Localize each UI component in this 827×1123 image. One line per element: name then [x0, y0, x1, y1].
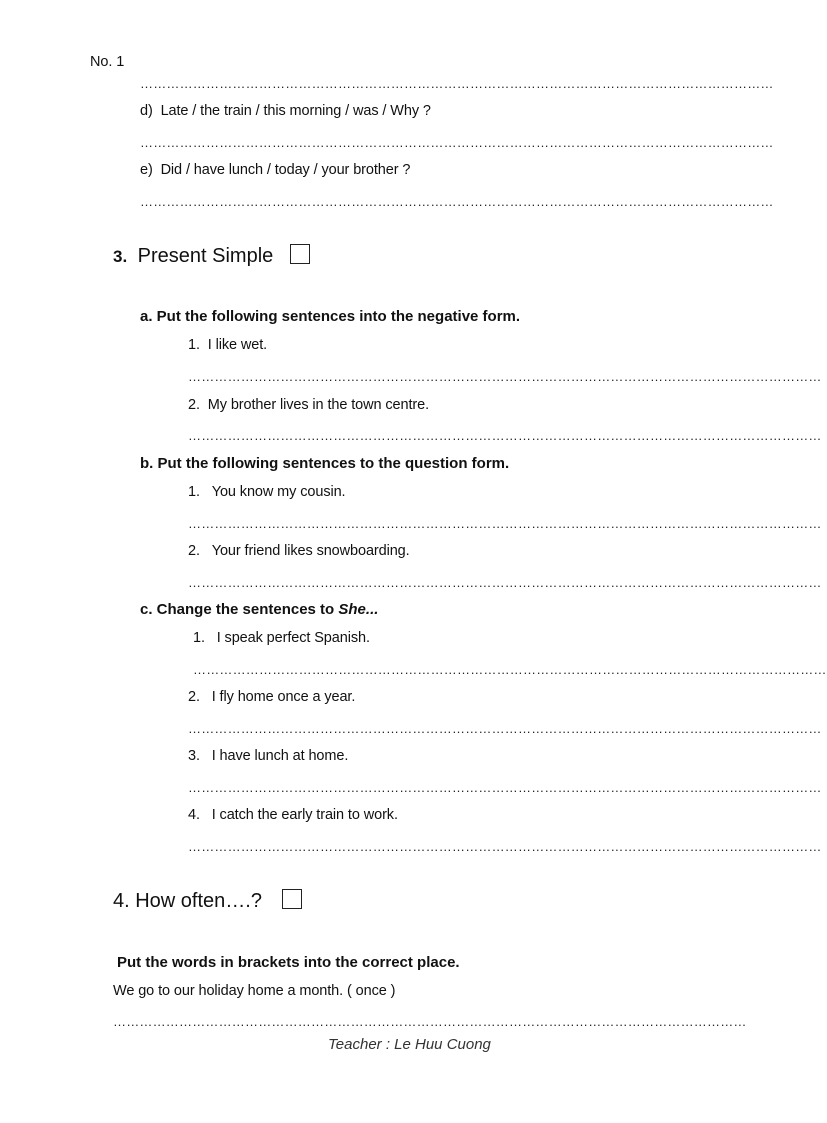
section-title: 4. How often….? — [113, 890, 262, 912]
subsection-a-heading: a. Put the following sentences into the negative form. — [140, 308, 521, 325]
answer-line: ……………………………………………………………………………………………………………………………… — [188, 428, 822, 443]
answer-line: ……………………………………………………………………………………………………………………………… — [140, 76, 774, 91]
section-number: 3. — [113, 247, 128, 266]
subsection-c-heading: c. Change the sentences to She... — [140, 601, 379, 618]
answer-line: ……………………………………………………………………………………………………………………………… — [188, 721, 822, 736]
subsection-b-heading: b. Put the following sentences to the question form. — [140, 455, 510, 472]
checkbox[interactable] — [282, 889, 302, 909]
answer-line: ……………………………………………………………………………………………………………………………… — [140, 194, 774, 209]
answer-line: ……………………………………………………………………………………………………………………………… — [188, 516, 822, 531]
item-label: d) — [140, 103, 153, 119]
section-title: Present Simple — [137, 245, 274, 267]
list-item: 3. I have lunch at home. — [188, 748, 349, 764]
footer-teacher: Teacher : Le Huu Cuong — [328, 1036, 491, 1053]
item-label: e) — [140, 162, 153, 178]
exercise-item-e — [140, 162, 410, 178]
list-item: 1. You know my cousin. — [188, 484, 346, 500]
list-item: 2. My brother lives in the town centre. — [188, 397, 430, 413]
list-item: 2. Your friend likes snowboarding. — [188, 543, 410, 559]
exercise-item-d — [140, 103, 431, 119]
answer-line: ……………………………………………………………………………………………………………………………… — [193, 662, 827, 677]
exercise-sentence: We go to our holiday home a month. ( once ) — [113, 983, 396, 999]
section-4-heading — [113, 889, 302, 913]
list-item: 4. I catch the early train to work. — [188, 807, 398, 823]
answer-line: ……………………………………………………………………………………………………………………………… — [188, 839, 822, 854]
section-4-instruction: Put the words in brackets into the correct place. — [117, 954, 460, 971]
list-item: 1. I speak perfect Spanish. — [193, 630, 370, 646]
list-item: 1. I like wet. — [188, 337, 268, 353]
answer-line: ……………………………………………………………………………………………………………………………… — [188, 780, 822, 795]
item-text: Did / have lunch / today / your brother ? — [160, 162, 411, 178]
list-item: 2. I fly home once a year. — [188, 689, 356, 705]
answer-line: ……………………………………………………………………………………………………………………………… — [188, 575, 822, 590]
answer-line: ……………………………………………………………………………………………………………………………… — [188, 369, 822, 384]
section-3-heading — [113, 244, 310, 268]
checkbox[interactable] — [290, 244, 310, 264]
page-number: No. 1 — [90, 54, 125, 70]
answer-line: ……………………………………………………………………………………………………………………………… — [140, 135, 774, 150]
answer-line: ……………………………………………………………………………………………………………………………… — [113, 1014, 747, 1029]
item-text: Late / the train / this morning / was / Why ? — [160, 103, 431, 119]
